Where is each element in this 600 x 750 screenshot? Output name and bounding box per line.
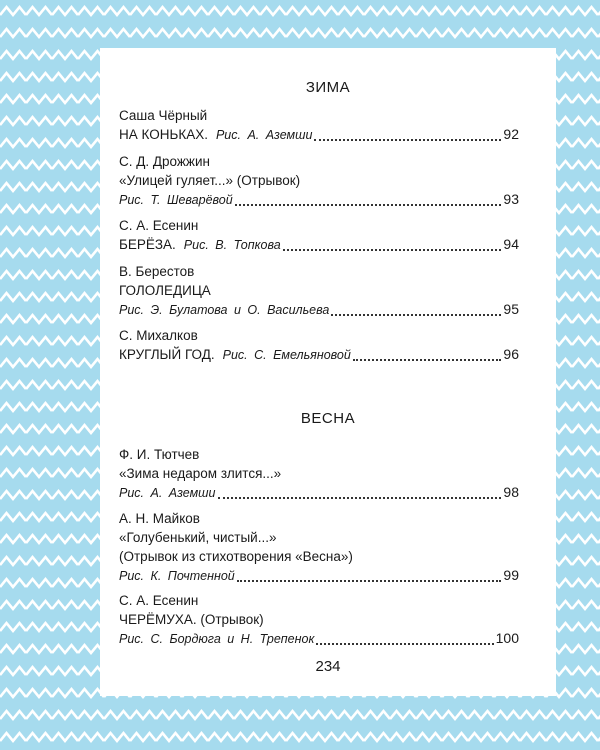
entry-page-number: 93 xyxy=(503,191,519,207)
entry-author: Саша Чёрный xyxy=(119,108,208,123)
section-title-spring: ВЕСНА xyxy=(300,410,356,427)
entry-title: НА КОНЬКАХ. xyxy=(119,127,208,142)
dot-leader xyxy=(331,302,501,316)
entry-title: «Голубенький, чистый...» xyxy=(119,530,277,545)
dot-leader xyxy=(316,631,493,645)
entry-illustrator: Рис. Т. Шеварёвой xyxy=(119,193,233,207)
entry-illustrator: Рис. В. Топкова xyxy=(183,238,281,252)
dot-leader xyxy=(353,347,502,361)
entry-illustrator: Рис. А. Аземши xyxy=(119,486,216,500)
dot-leader xyxy=(283,237,502,251)
page-number: 234 xyxy=(315,658,341,675)
entry-page-number: 95 xyxy=(503,301,519,317)
entry-row xyxy=(119,300,519,320)
entry-title: БЕРЁЗА. xyxy=(119,237,176,252)
entry-page-number: 98 xyxy=(503,484,519,500)
entry-illustrator: Рис. К. Почтенной xyxy=(119,569,235,583)
toc-entry-ulitsey-gulyaet xyxy=(119,152,519,210)
dot-leader xyxy=(237,568,502,582)
entry-row xyxy=(119,629,519,649)
toc-entry-cheryomuha xyxy=(119,591,519,649)
book-page xyxy=(100,48,556,696)
toc-entry-na-konkah xyxy=(119,106,519,145)
entry-row xyxy=(119,125,519,145)
entry-illustrator: Рис. А. Аземши xyxy=(215,128,313,142)
entry-title: «Улицей гуляет...» (Отрывок) xyxy=(119,173,301,188)
entry-title: КРУГЛЫЙ ГОД. xyxy=(119,347,215,362)
entry-author: Ф. И. Тютчев xyxy=(119,447,200,462)
entry-row xyxy=(119,566,519,586)
entry-title: ГОЛОЛЕДИЦА xyxy=(119,283,211,298)
entry-title: ЧЕРЁМУХА. (Отрывок) xyxy=(119,612,264,627)
entry-illustrator: Рис. Э. Булатова и О. Васильева xyxy=(119,303,330,317)
entry-author: С. А. Есенин xyxy=(119,218,199,233)
entry-page-number: 96 xyxy=(503,346,519,362)
entry-row xyxy=(119,190,519,210)
dot-leader xyxy=(314,127,501,141)
entry-page-number: 92 xyxy=(503,126,519,142)
entry-page-number: 99 xyxy=(503,567,519,583)
entry-author: С. Д. Дрожжин xyxy=(119,154,210,169)
entry-row xyxy=(119,235,519,255)
toc-entry-goloneditsa xyxy=(119,262,519,320)
dot-leader xyxy=(235,192,502,206)
toc-entry-krugly-god xyxy=(119,326,519,365)
entry-author: В. Берестов xyxy=(119,264,195,279)
entry-author: С. А. Есенин xyxy=(119,593,199,608)
entry-note: (Отрывок из стихотворения «Весна») xyxy=(119,549,353,564)
dot-leader xyxy=(218,485,502,499)
section-title-winter: ЗИМА xyxy=(305,79,351,96)
toc-entry-beryoza xyxy=(119,216,519,255)
entry-page-number: 94 xyxy=(503,236,519,252)
entry-author: С. Михалков xyxy=(119,328,198,343)
entry-title: «Зима недаром злится...» xyxy=(119,466,282,481)
entry-illustrator: Рис. С. Бордюга и Н. Трепенок xyxy=(119,632,315,646)
toc-entry-zima-nedarom xyxy=(119,445,519,503)
entry-row xyxy=(119,483,519,503)
toc-entry-golubenky xyxy=(119,509,519,586)
entry-page-number: 100 xyxy=(495,630,519,646)
entry-author: А. Н. Майков xyxy=(119,511,200,526)
entry-illustrator: Рис. С. Емельяновой xyxy=(222,348,351,362)
entry-row xyxy=(119,345,519,365)
